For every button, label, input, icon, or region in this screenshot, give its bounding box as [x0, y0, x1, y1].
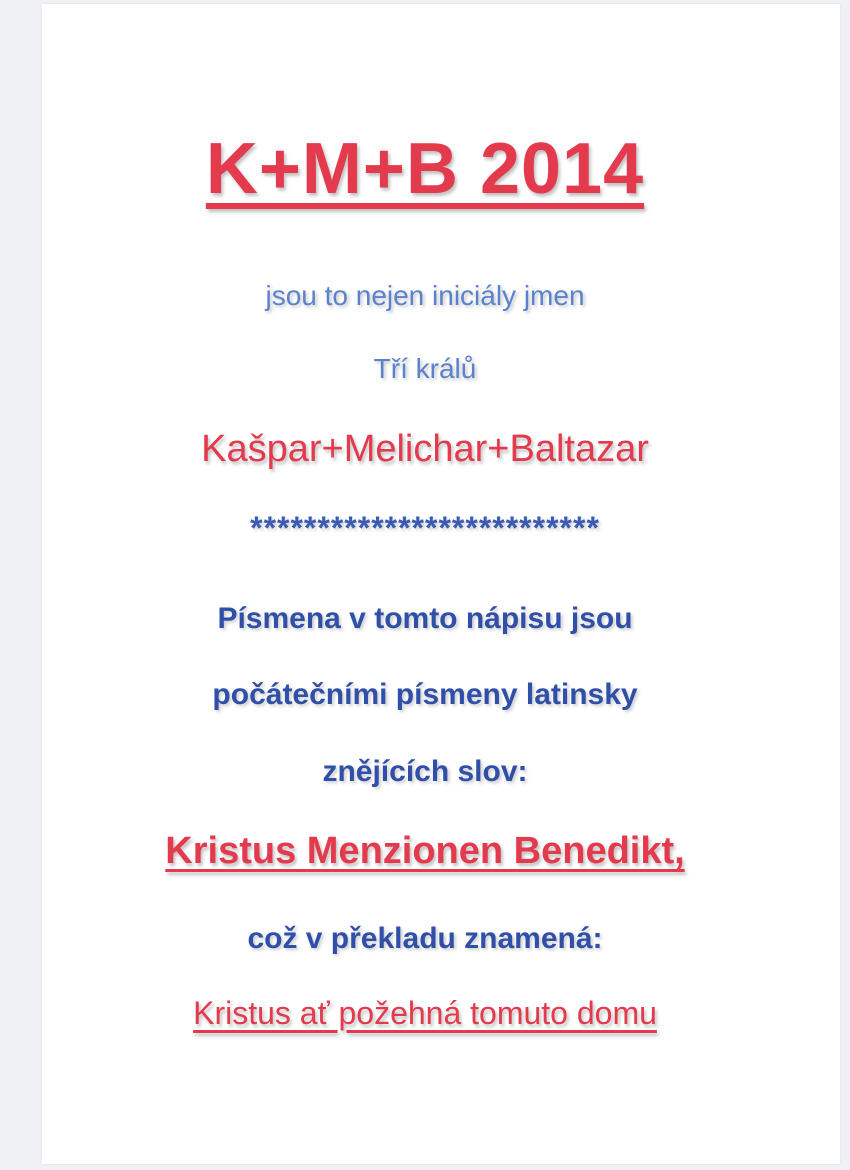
kings-names: Kašpar+Melichar+Baltazar [201, 428, 649, 470]
subtitle-line-1: jsou to nejen iniciály jmen [265, 280, 585, 311]
latin-phrase: Kristus Menzionen Benedikt, [165, 830, 685, 872]
asterisk-separator: ************************** [250, 510, 600, 546]
explanation-line-3: znějících slov: [322, 755, 528, 788]
explanation-line-2: počátečními písmeny latinsky [212, 678, 638, 711]
explanation-line-1: Písmena v tomto nápisu jsou [217, 602, 633, 635]
poster-title: K+M+B 2014 [205, 129, 645, 209]
blessing-text: Kristus ať požehná tomuto domu [193, 995, 657, 1031]
translation-intro: což v překladu znamená: [247, 922, 603, 955]
subtitle-line-2: Tří králů [373, 353, 477, 384]
